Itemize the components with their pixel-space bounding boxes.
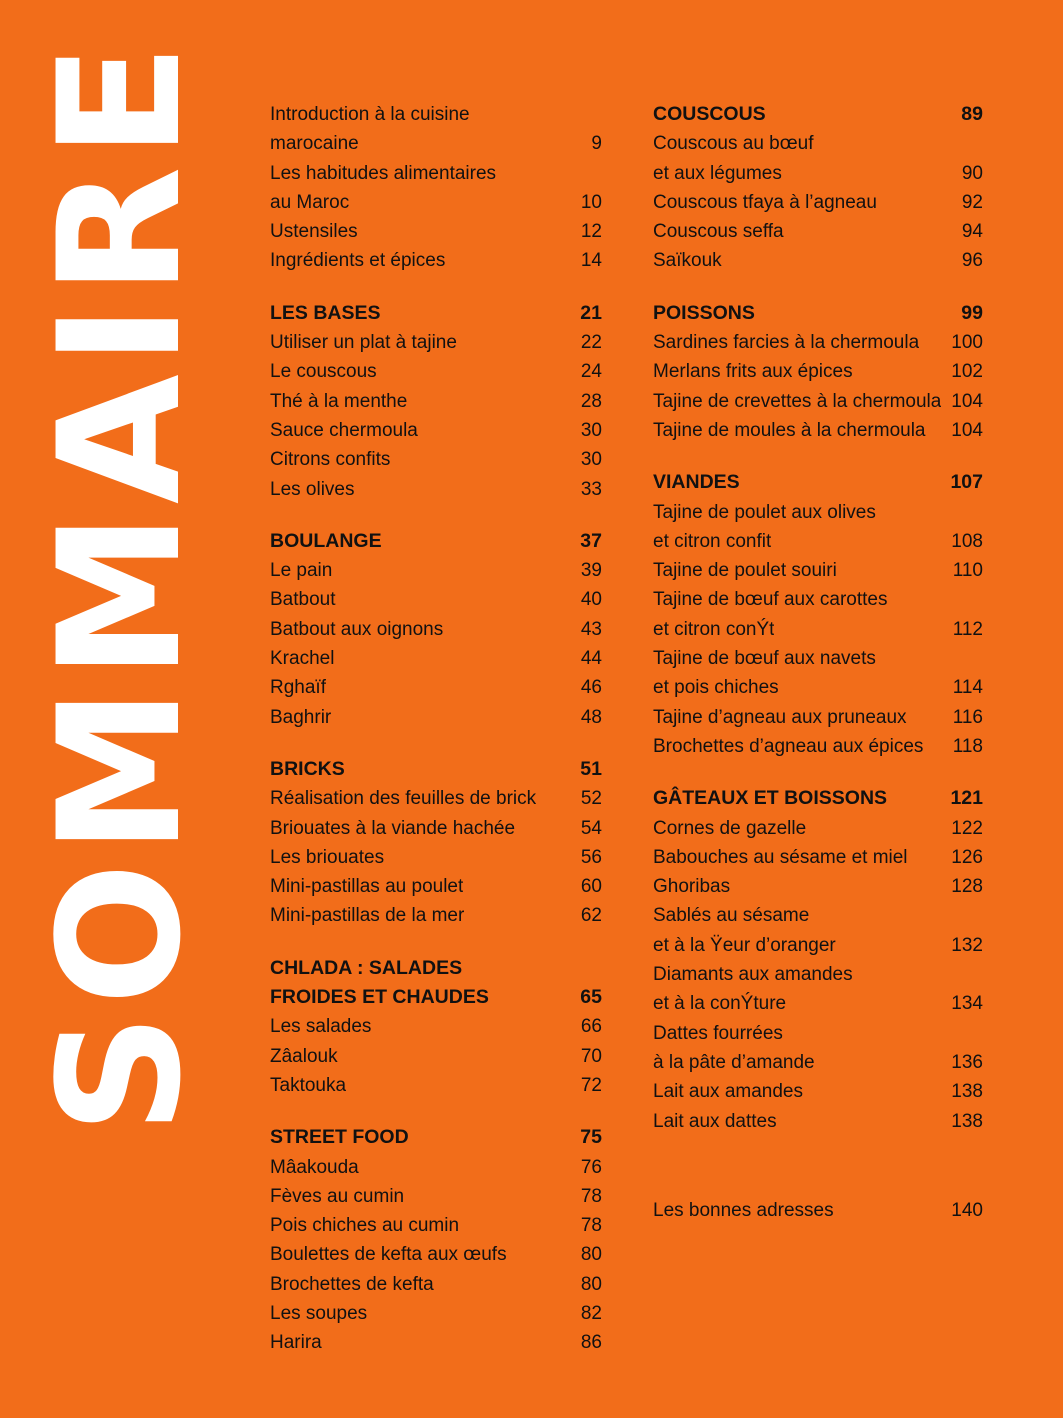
page-number: 30: [580, 449, 602, 471]
page-number: 28: [580, 390, 602, 412]
toc-entry[interactable]: [270, 416, 602, 445]
entry-label: et à la Ÿeur d’oranger: [653, 934, 836, 956]
entry-label: Taktouka: [270, 1074, 347, 1096]
page-number: 114: [952, 677, 983, 699]
page-number: 54: [580, 817, 602, 839]
section-heading-label: COUSCOUS: [653, 103, 766, 125]
entry-label: Pois chiches au cumin: [270, 1215, 460, 1237]
page-number: 112: [952, 618, 983, 640]
entry-label: et citron confit: [653, 530, 772, 552]
entry-label: et aux légumes: [653, 162, 782, 184]
page-number: 65: [580, 986, 602, 1009]
entry-label: Tajine de bœuf aux navets: [653, 648, 876, 670]
entry-label: Le pain: [270, 560, 333, 582]
toc-entry[interactable]: [270, 872, 602, 901]
page-number: 80: [580, 1273, 602, 1295]
toc-entry-addresses[interactable]: [653, 1196, 983, 1225]
entry-label: Tajine de moules à la chermoula: [653, 419, 926, 441]
toc-entry[interactable]: [270, 100, 602, 129]
entry-label: Tajine de crevettes à la chermoula: [653, 390, 942, 412]
toc-entry[interactable]: [653, 843, 983, 872]
toc-section: [653, 299, 983, 445]
section-heading-label: LES BASES: [270, 301, 381, 324]
entry-label: Les soupes: [270, 1302, 368, 1324]
page-number: 60: [580, 876, 602, 898]
entry-label: Thé à la menthe: [270, 390, 408, 412]
toc-section: [270, 954, 602, 1100]
entry-label: Briouates à la viande hachée: [270, 817, 516, 839]
page-number: 86: [580, 1332, 602, 1354]
toc-entry[interactable]: [653, 1107, 983, 1136]
entry-label: Introduction à la cuisine: [270, 104, 470, 125]
page-number: 136: [951, 1051, 983, 1073]
entry-label: Cornes de gazelle: [653, 817, 807, 839]
page-number: 102: [951, 361, 983, 383]
toc-entry[interactable]: [653, 1077, 983, 1106]
entry-label: Tajine de bœuf aux carottes: [653, 589, 888, 611]
entry-label: Réalisation des feuilles de brick: [270, 788, 537, 810]
page-number: 56: [580, 846, 602, 868]
section-heading[interactable]: [653, 299, 983, 328]
page-number: 122: [951, 817, 983, 839]
page-number: 89: [961, 103, 983, 125]
page-number: 132: [951, 934, 983, 956]
entry-label: Mini-pastillas au poulet: [270, 876, 464, 898]
entry-label: Batbout aux oignons: [270, 618, 444, 640]
toc-entry[interactable]: [270, 328, 602, 357]
toc-entry[interactable]: [270, 1042, 602, 1071]
entry-label: Ghoribas: [653, 876, 731, 898]
toc-entry[interactable]: [653, 732, 983, 761]
page-number: 66: [580, 1016, 602, 1038]
page-number: 72: [580, 1074, 602, 1096]
toc-entry[interactable]: [653, 416, 983, 445]
page-number: 107: [950, 471, 983, 494]
entry-label: et à la conÝture: [653, 993, 787, 1015]
section-heading[interactable]: [653, 784, 983, 813]
entry-label: à la pâte d’amande: [653, 1051, 815, 1073]
entry-label: Tajine de poulet souiri: [653, 560, 837, 582]
page-number: 134: [951, 993, 983, 1015]
toc-entry[interactable]: [270, 475, 602, 504]
toc-entry[interactable]: [270, 814, 602, 843]
page-number: 82: [580, 1302, 602, 1324]
toc-section: [270, 527, 602, 732]
entry-label: Babouches au sésame et miel: [653, 846, 908, 868]
entry-label: Le couscous: [270, 361, 377, 383]
toc-entry[interactable]: [270, 644, 602, 673]
toc-entry[interactable]: [270, 445, 602, 474]
entry-label: Lait aux dattes: [653, 1110, 777, 1132]
entry-label: Les olives: [270, 478, 355, 500]
section-heading-label: FROIDES ET CHAUDES: [270, 986, 489, 1009]
toc-entry[interactable]: [270, 246, 602, 275]
page-number: 92: [961, 191, 983, 213]
entry-label: Les habitudes alimentaires: [270, 162, 497, 184]
toc-entry[interactable]: [653, 644, 983, 673]
entry-label: Baghrir: [270, 706, 332, 728]
section-heading[interactable]: [653, 468, 983, 497]
toc-entry[interactable]: [270, 1240, 602, 1269]
page-number: 138: [951, 1081, 983, 1103]
toc-entry[interactable]: [270, 703, 602, 732]
toc-entry[interactable]: [653, 814, 983, 843]
toc-entry[interactable]: [270, 1270, 602, 1299]
page-number: 90: [961, 162, 983, 184]
entry-label: Sablés au sésame: [653, 905, 810, 927]
page-number: 121: [950, 787, 983, 810]
toc-entry[interactable]: [653, 387, 983, 416]
section-heading[interactable]: [270, 1123, 602, 1152]
toc-entry[interactable]: [653, 673, 983, 702]
entry-label: Utiliser un plat à tajine: [270, 332, 457, 354]
entry-label: Fèves au cumin: [270, 1185, 405, 1207]
toc-entry[interactable]: [653, 357, 983, 386]
spacer: [653, 1159, 983, 1196]
toc-entry[interactable]: [653, 615, 983, 644]
toc-entry[interactable]: [653, 246, 983, 275]
page-number: 46: [580, 677, 602, 699]
toc-entry[interactable]: [653, 527, 983, 556]
toc-entry[interactable]: [270, 673, 602, 702]
page-number: 39: [580, 560, 602, 582]
toc-entry[interactable]: [270, 615, 602, 644]
page-number: 21: [580, 301, 602, 324]
entry-label: Dattes fourrées: [653, 1022, 783, 1044]
page-number: 96: [961, 250, 983, 272]
entry-label: et pois chiches: [653, 677, 779, 699]
page-number: 126: [951, 846, 983, 868]
toc-entry[interactable]: [653, 328, 983, 357]
toc-section: [270, 100, 602, 276]
page-number: 138: [951, 1110, 983, 1132]
page-number: 116: [952, 706, 983, 728]
section-heading[interactable]: [270, 954, 602, 983]
page-number: 75: [580, 1126, 602, 1149]
page-number: 33: [580, 478, 602, 500]
entry-label: Couscous au bœuf: [653, 133, 814, 155]
toc-section: [270, 1123, 602, 1357]
entry-label: Batbout: [270, 589, 336, 611]
page-number: 22: [580, 332, 602, 354]
entry-label: Brochettes d’agneau aux épices: [653, 735, 924, 757]
toc-entry[interactable]: [270, 217, 602, 246]
toc-entry[interactable]: [270, 1071, 602, 1100]
toc-entry[interactable]: [270, 129, 602, 158]
entry-label: Couscous seffa: [653, 221, 784, 243]
page-number: 52: [580, 788, 602, 810]
toc-section: [653, 784, 983, 1136]
entry-label: Ingrédients et épices: [270, 250, 446, 272]
toc-entry[interactable]: [270, 1211, 602, 1240]
toc-entry[interactable]: [270, 1328, 602, 1357]
page-number: 62: [580, 905, 602, 927]
page-title: SOMMAIRE: [22, 35, 218, 1135]
toc-entry[interactable]: [270, 784, 602, 813]
entry-label: Brochettes de kefta: [270, 1273, 434, 1295]
section-heading[interactable]: [270, 755, 602, 784]
toc-entry[interactable]: [270, 188, 602, 217]
toc-entry[interactable]: [270, 1153, 602, 1182]
entry-label: Zâalouk: [270, 1045, 338, 1067]
entry-label: marocaine: [270, 133, 359, 155]
section-heading-label: POISSONS: [653, 301, 755, 324]
toc-section: [653, 468, 983, 761]
page-number: 43: [580, 618, 602, 640]
page-number: 80: [580, 1244, 602, 1266]
page-number: 78: [580, 1185, 602, 1207]
toc-entry[interactable]: [270, 901, 602, 930]
entry-label: Couscous tfaya à l’agneau: [653, 191, 877, 213]
entry-label: Mini-pastillas de la mer: [270, 905, 465, 927]
page-number: 12: [580, 221, 602, 243]
entry-label: Rghaïf: [270, 677, 326, 699]
page-number: 128: [951, 876, 983, 898]
toc-entry[interactable]: [270, 1012, 602, 1041]
section-heading-label: BRICKS: [270, 757, 345, 780]
entry-label: et citron conÝt: [653, 618, 775, 640]
toc-entry[interactable]: [653, 989, 983, 1018]
page-number: 9: [591, 133, 602, 155]
page-number: 108: [951, 530, 983, 552]
entry-label: Tajine de poulet aux olives: [653, 501, 876, 523]
toc-entry[interactable]: [270, 387, 602, 416]
entry-label: Ustensiles: [270, 221, 358, 243]
toc-entry[interactable]: [653, 217, 983, 246]
toc-entry[interactable]: [653, 585, 983, 614]
entry-label: Krachel: [270, 648, 335, 670]
entry-label: Boulettes de kefta aux œufs: [270, 1244, 507, 1266]
toc-entry[interactable]: [653, 498, 983, 527]
section-heading-label: VIANDES: [653, 471, 740, 494]
toc-entry[interactable]: [270, 585, 602, 614]
section-heading-label: CHLADA : SALADES: [270, 956, 463, 979]
entry-label: Tajine d’agneau aux pruneaux: [653, 706, 907, 728]
entry-label: Sardines farcies à la chermoula: [653, 332, 920, 354]
page-number: 24: [580, 361, 602, 383]
title-container: [22, 35, 218, 1135]
toc-entry[interactable]: [270, 357, 602, 386]
entry-label: Les bonnes adresses: [653, 1199, 834, 1221]
page-number: 140: [951, 1199, 983, 1221]
section-heading[interactable]: [653, 100, 983, 129]
page-number: 40: [580, 589, 602, 611]
toc-entry[interactable]: [653, 703, 983, 732]
page-number: 70: [580, 1045, 602, 1067]
toc-right-column: [653, 100, 983, 1225]
toc-section: [653, 100, 983, 276]
page-number: 30: [580, 419, 602, 441]
page-number: 48: [580, 706, 602, 728]
toc-entry[interactable]: [653, 129, 983, 158]
section-heading-label: STREET FOOD: [270, 1126, 409, 1149]
entry-label: au Maroc: [270, 191, 350, 213]
page-number: 14: [580, 250, 602, 272]
toc-entry[interactable]: [653, 556, 983, 585]
entry-label: Citrons confits: [270, 449, 391, 471]
toc-entry[interactable]: [653, 901, 983, 930]
section-heading[interactable]: [270, 299, 602, 328]
toc-entry[interactable]: [270, 843, 602, 872]
toc-entry[interactable]: [653, 960, 983, 989]
entry-label: Les briouates: [270, 846, 385, 868]
section-heading[interactable]: [270, 983, 602, 1012]
page-number: 94: [961, 221, 983, 243]
toc-entry[interactable]: [653, 872, 983, 901]
page-number: 78: [580, 1215, 602, 1237]
toc-entry[interactable]: [270, 1182, 602, 1211]
page-number: 76: [580, 1156, 602, 1178]
toc-entry[interactable]: [270, 159, 602, 188]
page-number: 44: [580, 648, 602, 670]
page-number: 110: [952, 560, 983, 582]
toc-section: [270, 299, 602, 504]
toc-entry[interactable]: [270, 556, 602, 585]
toc-entry[interactable]: [653, 1048, 983, 1077]
page-number: 10: [580, 191, 602, 213]
toc-left-column: [270, 100, 602, 1381]
entry-label: Les salades: [270, 1016, 372, 1038]
entry-label: Harira: [270, 1332, 322, 1354]
entry-label: Saïkouk: [653, 250, 722, 272]
page-number: 99: [961, 301, 983, 324]
page-number: 104: [951, 390, 983, 412]
section-heading-label: GÂTEAUX ET BOISSONS: [653, 787, 888, 810]
entry-label: Merlans frits aux épices: [653, 361, 853, 383]
page-number: 37: [580, 529, 602, 552]
toc-entry[interactable]: [653, 159, 983, 188]
section-heading-label: BOULANGE: [270, 529, 382, 552]
page-number: 118: [952, 735, 983, 757]
section-heading[interactable]: [270, 527, 602, 556]
toc-section: [270, 755, 602, 931]
page-number: 100: [951, 332, 983, 354]
entry-label: Lait aux amandes: [653, 1081, 803, 1103]
toc-entry[interactable]: [653, 931, 983, 960]
page-number: 51: [580, 757, 602, 780]
entry-label: Diamants aux amandes: [653, 964, 853, 986]
toc-entry[interactable]: [653, 188, 983, 217]
entry-label: Sauce chermoula: [270, 419, 418, 441]
toc-entry[interactable]: [270, 1299, 602, 1328]
entry-label: Mâakouda: [270, 1156, 359, 1178]
page-number: 104: [951, 419, 983, 441]
toc-entry[interactable]: [653, 1019, 983, 1048]
